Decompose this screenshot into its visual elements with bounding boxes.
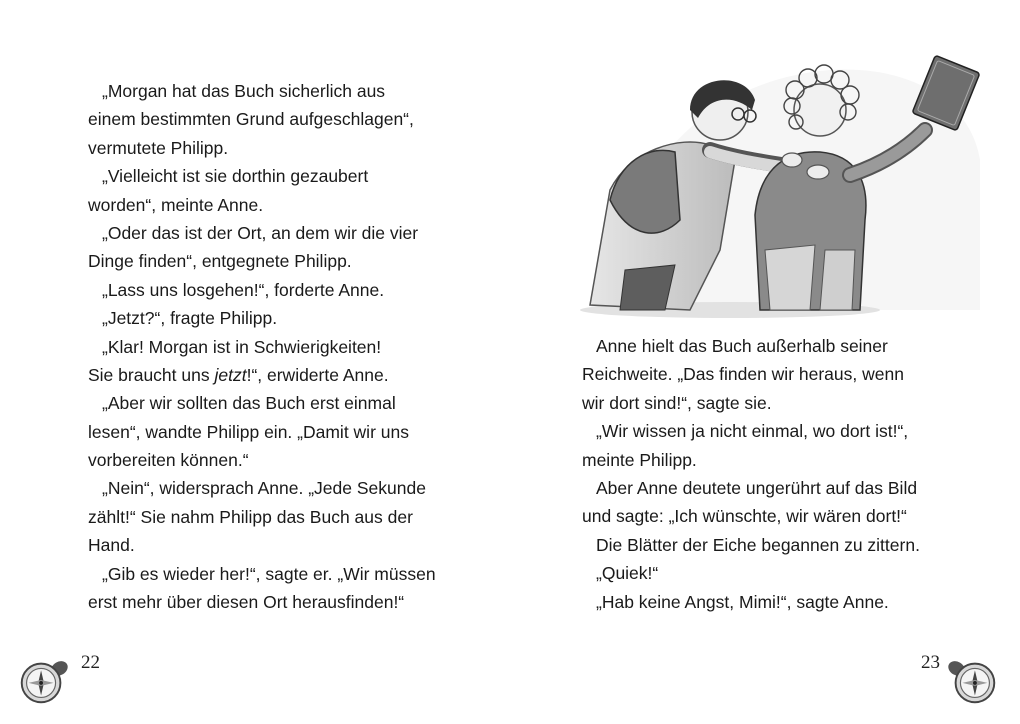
text-line: Reichweite. „Das finden wir heraus, wenn bbox=[582, 364, 904, 385]
two-children-struggling-over-book-illustration bbox=[570, 40, 990, 320]
text-line: „Jetzt?“, fragte Philipp. bbox=[102, 308, 278, 329]
text-line: „Nein“, widersprach Anne. „Jede Sekunde bbox=[102, 478, 426, 499]
text-line: und sagte: „Ich wünschte, wir wären dort!“ bbox=[582, 506, 907, 527]
text-line: „Wir wissen ja nicht einmal, wo dort ist!“, bbox=[596, 421, 909, 442]
text-line: lesen“, wandte Philipp ein. „Damit wir uns bbox=[88, 421, 409, 442]
page-number: 23 bbox=[921, 652, 940, 673]
text-line: wir dort sind!“, sagte sie. bbox=[582, 392, 772, 413]
text-line: vermutete Philipp. bbox=[88, 137, 229, 158]
text-line: einem bestimmten Grund aufgeschlagen“, bbox=[88, 109, 414, 130]
text-line: Anne hielt das Buch außerhalb seiner bbox=[596, 336, 888, 356]
text-segment: Sie braucht uns bbox=[88, 364, 215, 385]
text-line: vorbereiten können.“ bbox=[88, 450, 249, 471]
text-line: „Klar! Morgan ist in Schwierigkeiten! bbox=[102, 336, 382, 357]
text-line: „Lass uns losgehen!“, forderte Anne. bbox=[102, 279, 385, 300]
text-line bbox=[88, 361, 448, 389]
compass-icon bbox=[14, 652, 72, 710]
text-line: „Hab keine Angst, Mimi!“, sagte Anne. bbox=[596, 591, 889, 612]
text-line: worden“, meinte Anne. bbox=[88, 194, 264, 215]
text-line: Aber Anne deutete ungerührt auf das Bild bbox=[596, 477, 918, 498]
text-line: Die Blätter der Eiche begannen zu zittern. bbox=[596, 534, 920, 555]
page-number: 22 bbox=[81, 652, 100, 673]
text-line: „Oder das ist der Ort, an dem wir die vier bbox=[102, 222, 419, 243]
left-page-text bbox=[88, 77, 448, 616]
text-line: Dinge finden“, entgegnete Philipp. bbox=[88, 251, 352, 272]
text-line: meinte Philipp. bbox=[582, 449, 697, 470]
emphasized-word: jetzt bbox=[214, 364, 247, 385]
right-page bbox=[510, 0, 1020, 724]
text-segment: !“, erwiderte Anne. bbox=[246, 364, 389, 385]
compass-icon bbox=[944, 652, 1002, 710]
text-line: „Vielleicht ist sie dorthin gezaubert bbox=[102, 166, 369, 187]
right-page-text bbox=[582, 332, 942, 616]
text-line: Hand. bbox=[88, 535, 135, 556]
text-line: erst mehr über diesen Ort herausfinden!“ bbox=[88, 592, 405, 613]
text-line: „Morgan hat das Buch sicherlich aus bbox=[102, 81, 386, 101]
text-line: „Quiek!“ bbox=[596, 563, 659, 584]
text-line: „Aber wir sollten das Buch erst einmal bbox=[102, 393, 396, 414]
text-line: „Gib es wieder her!“, sagte er. „Wir müssen bbox=[102, 563, 436, 584]
text-line: zählt!“ Sie nahm Philipp das Buch aus der bbox=[88, 506, 413, 527]
